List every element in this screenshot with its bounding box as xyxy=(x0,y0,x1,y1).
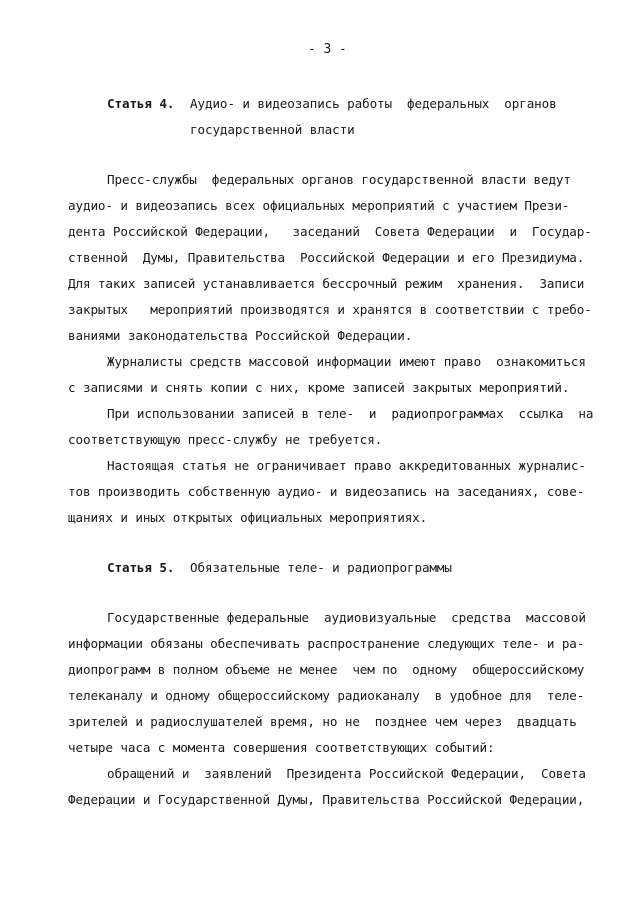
article4-p3-line1: При использовании записей в теле- и радиопрограммах ссылка на xyxy=(107,406,594,421)
article4-label: Статья 4. xyxy=(107,96,175,111)
article4-title-line2: государственной власти xyxy=(190,122,355,137)
article5-p1-line5: зрителей и радиослушателей время, но не позднее чем через двадцать xyxy=(68,714,577,729)
article4-p3-line2: соответствующую пресс-службу не требуется. xyxy=(68,432,383,447)
article4-title-line1: Аудио- и видеозапись работы федеральных органов xyxy=(190,96,557,111)
page-number: - 3 - xyxy=(308,42,347,57)
article5-p2-line1: обращений и заявлений Президента Российской Федерации, Совета xyxy=(107,766,586,781)
article5-p1-line6: четыре часа с момента совершения соответствующих событий: xyxy=(68,740,495,755)
article4-p2-line2: с записями и снять копии с них, кроме записей закрытых мероприятий. xyxy=(68,380,570,395)
article5-p1-line3: диопрограмм в полном объеме не менее чем по одному общероссийскому xyxy=(68,662,585,677)
article4-p4-line1: Настоящая статья не ограничивает право аккредитованных журналис- xyxy=(107,458,586,473)
article4-p1-line2: аудио- и видеозапись всех официальных мероприятий с участием Прези- xyxy=(68,198,570,213)
article4-p4-line2: тов производить собственную аудио- и видеозапись на заседаниях, сове- xyxy=(68,484,585,499)
article4-p2-line1: Журналисты средств массовой информации имеют право ознакомиться xyxy=(107,354,586,369)
article4-p1-line7: ваниями законодательства Российской Федерации. xyxy=(68,328,413,343)
article5-p2-line2: Федерации и Государственной Думы, Правительства Российской Федерации, xyxy=(68,792,585,807)
article4-p1-line1: Пресс-службы федеральных органов государственной власти ведут xyxy=(107,172,571,187)
article5-label: Статья 5. xyxy=(107,560,175,575)
article5-p1-line2: информации обязаны обеспечивать распространение следующих теле- и ра- xyxy=(68,636,585,651)
article5-p1-line4: телеканалу и одному общероссийскому радиоканалу в удобное для теле- xyxy=(68,688,585,703)
article5-p1-line1: Государственные федеральные аудиовизуальные средства массовой xyxy=(107,610,586,625)
article4-p1-line6: закрытых мероприятий производятся и хранятся в соответствии с требо- xyxy=(68,302,592,317)
article4-p1-line4: ственной Думы, Правительства Российской Федерации и его Президиума. xyxy=(68,250,585,265)
article5-title: Обязательные теле- и радиопрограммы xyxy=(190,560,452,575)
article4-p4-line3: щаниях и иных открытых официальных мероприятиях. xyxy=(68,510,428,525)
article4-p1-line3: дента Российской Федерации, заседаний Совета Федерации и Государ- xyxy=(68,224,592,239)
article4-p1-line5: Для таких записей устанавливается бессрочный режим хранения. Записи xyxy=(68,276,585,291)
